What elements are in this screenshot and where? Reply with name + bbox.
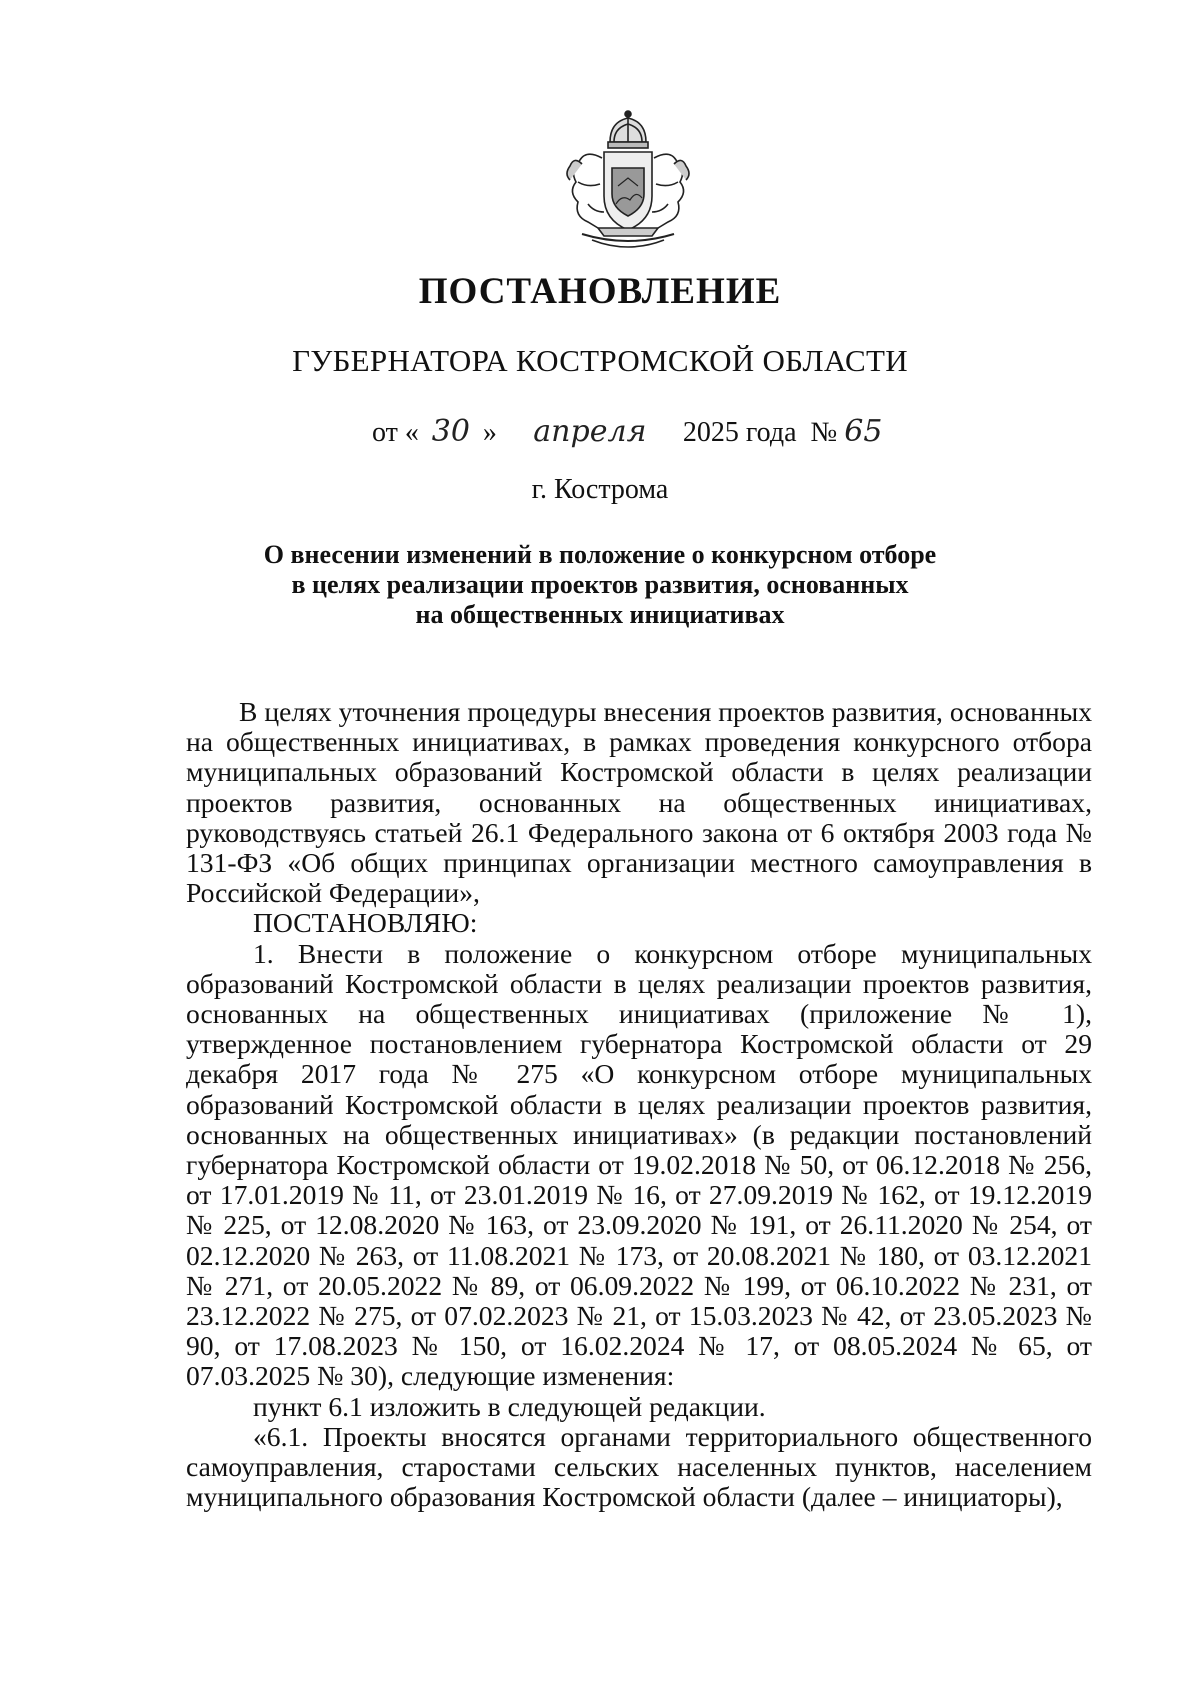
city: г. Кострома bbox=[531, 474, 669, 505]
document-body bbox=[186, 697, 1092, 1512]
document-type-title: ПОСТАНОВЛЕНИЕ bbox=[418, 271, 782, 312]
preamble-paragraph: В целях уточнения процедуры внесения проектов развития, основанных на общественных инициативах, в рамках проведения конкурсного отбора муниципальных образований Костромской области в целях реализации проектов развития, основанных на общественных инициативах, руководствуясь статьей 26.1 Федерального закона от 6 октября 2003 года № 131-ФЗ «Об общих принципах организации местного самоуправления в Российской Федерации», bbox=[186, 696, 1092, 909]
clause-6-1-text: «6.1. Проекты вносятся органами территориального общественного самоуправления, старостами сельских населенных пунктов, населением муниципального образования Костромской области (далее – инициаторы), bbox=[186, 1420, 1092, 1513]
document-number: 65 bbox=[844, 414, 883, 449]
date-day: 30 bbox=[431, 414, 470, 449]
date-mid: » bbox=[482, 417, 497, 448]
heading-line-2: в целях реализации проектов развития, основанных bbox=[291, 570, 909, 599]
heading-line-3: на общественных инициативах bbox=[415, 600, 785, 629]
clause-1-paragraph: 1. Внести в положение о конкурсном отборе муниципальных образований Костромской области в целях реализации проектов развития, основанных на общественных инициативах (приложение № 1), утвержденное постановлением губернатора Костромской области от 29 декабря 2017 года № 275 «О конкурсном отборе муниципальных образований Костромской области в целях реализации проектов развития, основанных на общественных инициативах» (в редакции постановлений губернатора Костромской области от 19.02.2018 № 50, от 06.12.2018 № 256, от 17.01.2019 № 11, от 23.01.2019 № 16, от 27.09.2019 № 162, от 19.12.2019 № 225, от 12.08.2020 № 163, от 23.09.2020 № 191, от 26.11.2020 № 254, от 02.12.2020 № 263, от 11.08.2021 № 173, от 20.08.2021 № 180, от 03.12.2021 № 271, от 20.05.2022 № 89, от 06.09.2022 № 199, от 06.10.2022 № 231, от 23.12.2022 № 275, от 07.02.2023 № 21, от 15.03.2023 № 42, от 23.05.2023 № 90, от 17.08.2023 № 150, от 16.02.2024 № 17, от 08.05.2024 № 65, от 07.03.2025 № 30), следующие изменения: bbox=[186, 937, 1092, 1392]
date-year: 2025 года bbox=[682, 417, 797, 448]
resolve-word: ПОСТАНОВЛЯЮ: bbox=[253, 907, 478, 939]
coat-of-arms-icon bbox=[548, 108, 708, 256]
number-prefix: № bbox=[810, 417, 838, 448]
date-month: апреля bbox=[533, 414, 647, 449]
date-line bbox=[372, 414, 884, 449]
heading-line-1: О внесении изменений в положение о конкурсном отборе bbox=[263, 540, 937, 569]
clause-6-1-intro: пункт 6.1 изложить в следующей редакции. bbox=[253, 1390, 766, 1422]
date-prefix: от « bbox=[372, 417, 419, 448]
issuer-title: ГУБЕРНАТОРА КОСТРОМСКОЙ ОБЛАСТИ bbox=[292, 343, 908, 378]
document-heading bbox=[0, 540, 1200, 630]
